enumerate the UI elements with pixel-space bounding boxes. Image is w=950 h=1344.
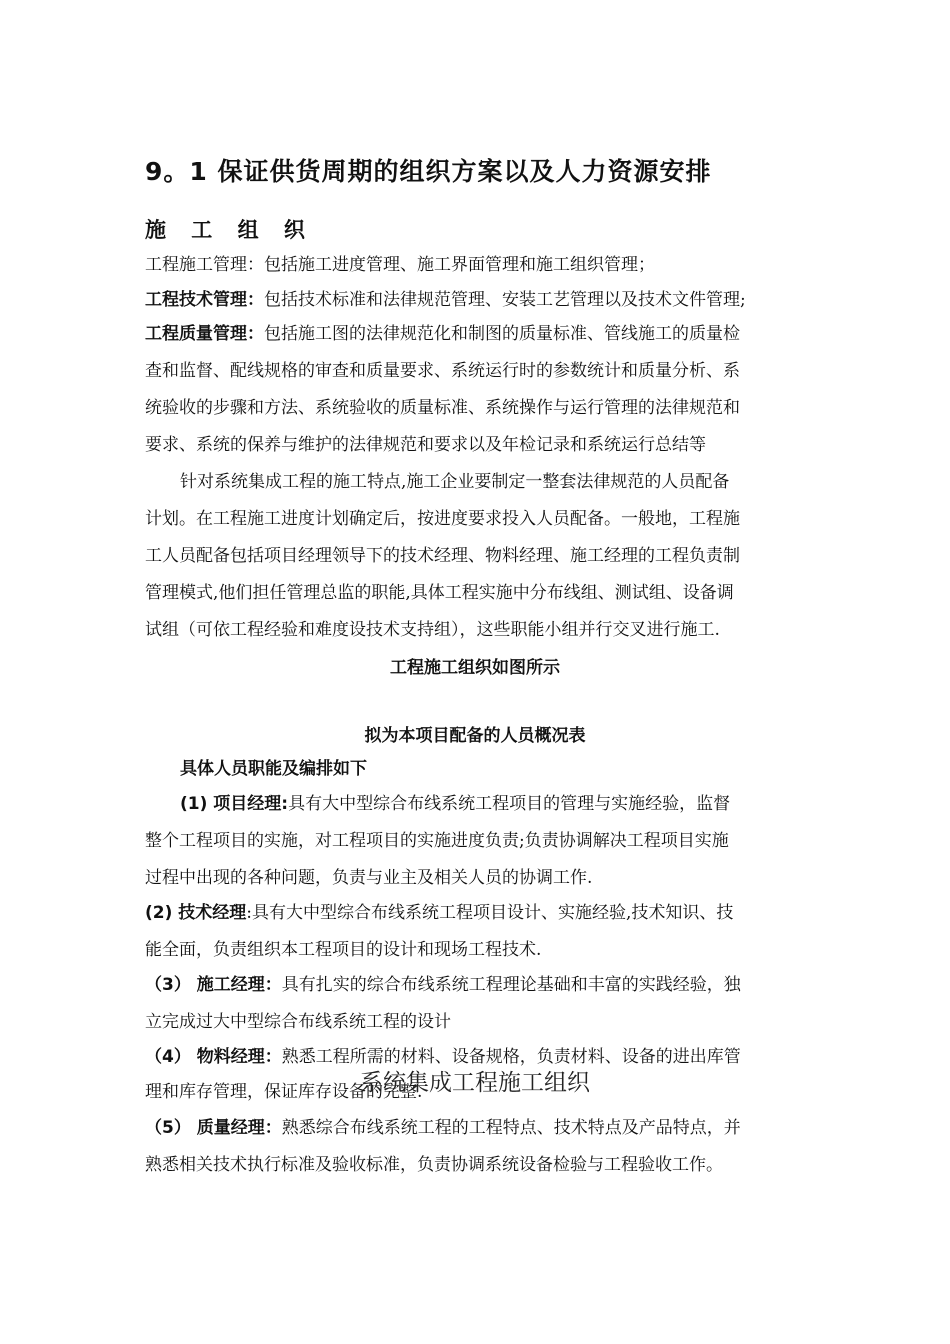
section-heading: 9。1 保证供货周期的组织方案以及人力资源安排 — [145, 157, 712, 186]
para-line-5: 试组（可依工程经验和难度设技术支持组），这些职能小组并行交叉进行施工. — [145, 620, 720, 640]
role-5-label: 质量经理： — [196, 1118, 282, 1138]
mgmt-line-3 — [145, 322, 740, 346]
quality-mgmt-label: 工程质量管理： — [145, 324, 264, 344]
role-3-line-1 — [145, 973, 741, 997]
role-1-text: 具有大中型综合布线系统工程项目的管理与实施经验，监督 — [288, 794, 731, 814]
mgmt-line-6: 要求、系统的保养与维护的法律规范和要求以及年检记录和系统运行总结等 — [145, 435, 706, 455]
role-2-line-2: 能全面，负责组织本工程项目的设计和现场工程技术. — [145, 940, 542, 960]
role-4-text: 熟悉工程所需的材料、设备规格，负责材料、设备的进出库管 — [281, 1047, 741, 1067]
mgmt-line-4: 查和监督、配线规格的审查和质量要求、系统运行时的参数统计和质量分析、系 — [145, 361, 740, 381]
para-line-3: 工人员配备包括项目经理领导下的技术经理、物料经理、施工经理的工程负责制 — [145, 546, 740, 566]
role-5-text: 熟悉综合布线系统工程的工程特点、技术特点及产品特点，并 — [281, 1118, 741, 1138]
role-1-number: (1) — [180, 794, 214, 814]
mgmt-line-2 — [145, 288, 746, 312]
role-1-line-3: 过程中出现的各种问题，负责与业主及相关人员的协调工作. — [145, 868, 593, 888]
role-2-number: (2) — [145, 903, 179, 923]
role-2-label: 技术经理 — [178, 903, 247, 923]
role-3-label: 施工经理： — [196, 975, 282, 995]
role-4-number: （4） — [145, 1047, 197, 1067]
table-title: 拟为本项目配备的人员概况表 — [364, 726, 586, 746]
role-4-label: 物料经理： — [196, 1047, 282, 1067]
role-1-line-1 — [180, 792, 730, 816]
role-5-line-2: 熟悉相关技术执行标准及验收标准，负责协调系统设备检验与工程验收工作。 — [145, 1155, 723, 1175]
role-1-label: 项目经理: — [213, 794, 289, 814]
subsection-heading: 施 工 组 织 — [145, 218, 314, 242]
role-5-number: （5） — [145, 1118, 197, 1138]
role-4-line-2: 理和库存管理，保证库存设备的完整. — [145, 1082, 423, 1102]
roles-intro: 具体人员职能及编排如下 — [180, 759, 367, 779]
role-2-line-1 — [145, 901, 733, 925]
role-2-text: :具有大中型综合布线系统工程项目设计、实施经验,技术知识、技 — [246, 903, 734, 923]
figure-note: 工程施工组织如图所示 — [390, 658, 560, 678]
para-line-2: 计划。在工程施工进度计划确定后，按进度要求投入人员配备。一般地，工程施 — [145, 509, 740, 529]
role-3-text: 具有扎实的综合布线系统工程理论基础和丰富的实践经验，独 — [281, 975, 741, 995]
para-line-4: 管理模式,他们担任管理总监的职能,具体工程实施中分布线组、测试组、设备调 — [145, 583, 734, 603]
mgmt-line-5: 统验收的步骤和方法、系统验收的质量标准、系统操作与运行管理的法律规范和 — [145, 398, 740, 418]
quality-mgmt-text: 包括施工图的法律规范化和制图的质量标准、管线施工的质量检 — [264, 324, 740, 344]
role-3-line-2: 立完成过大中型综合布线系统工程的设计 — [145, 1012, 451, 1032]
mgmt-line-1: 工程施工管理：包括施工进度管理、施工界面管理和施工组织管理； — [145, 255, 655, 275]
role-5-line-1 — [145, 1116, 741, 1140]
tech-mgmt-text: 包括技术标准和法律规范管理、安装工艺管理以及技术文件管理; — [264, 290, 746, 310]
diagram-caption: 系统集成工程施工组织 — [360, 1070, 590, 1096]
role-3-number: （3） — [145, 975, 197, 995]
para-line-1: 针对系统集成工程的施工特点,施工企业要制定一整套法律规范的人员配备 — [180, 472, 730, 492]
role-1-line-2: 整个工程项目的实施，对工程项目的实施进度负责;负责协调解决工程项目实施 — [145, 831, 729, 851]
tech-mgmt-label: 工程技术管理： — [145, 290, 264, 310]
